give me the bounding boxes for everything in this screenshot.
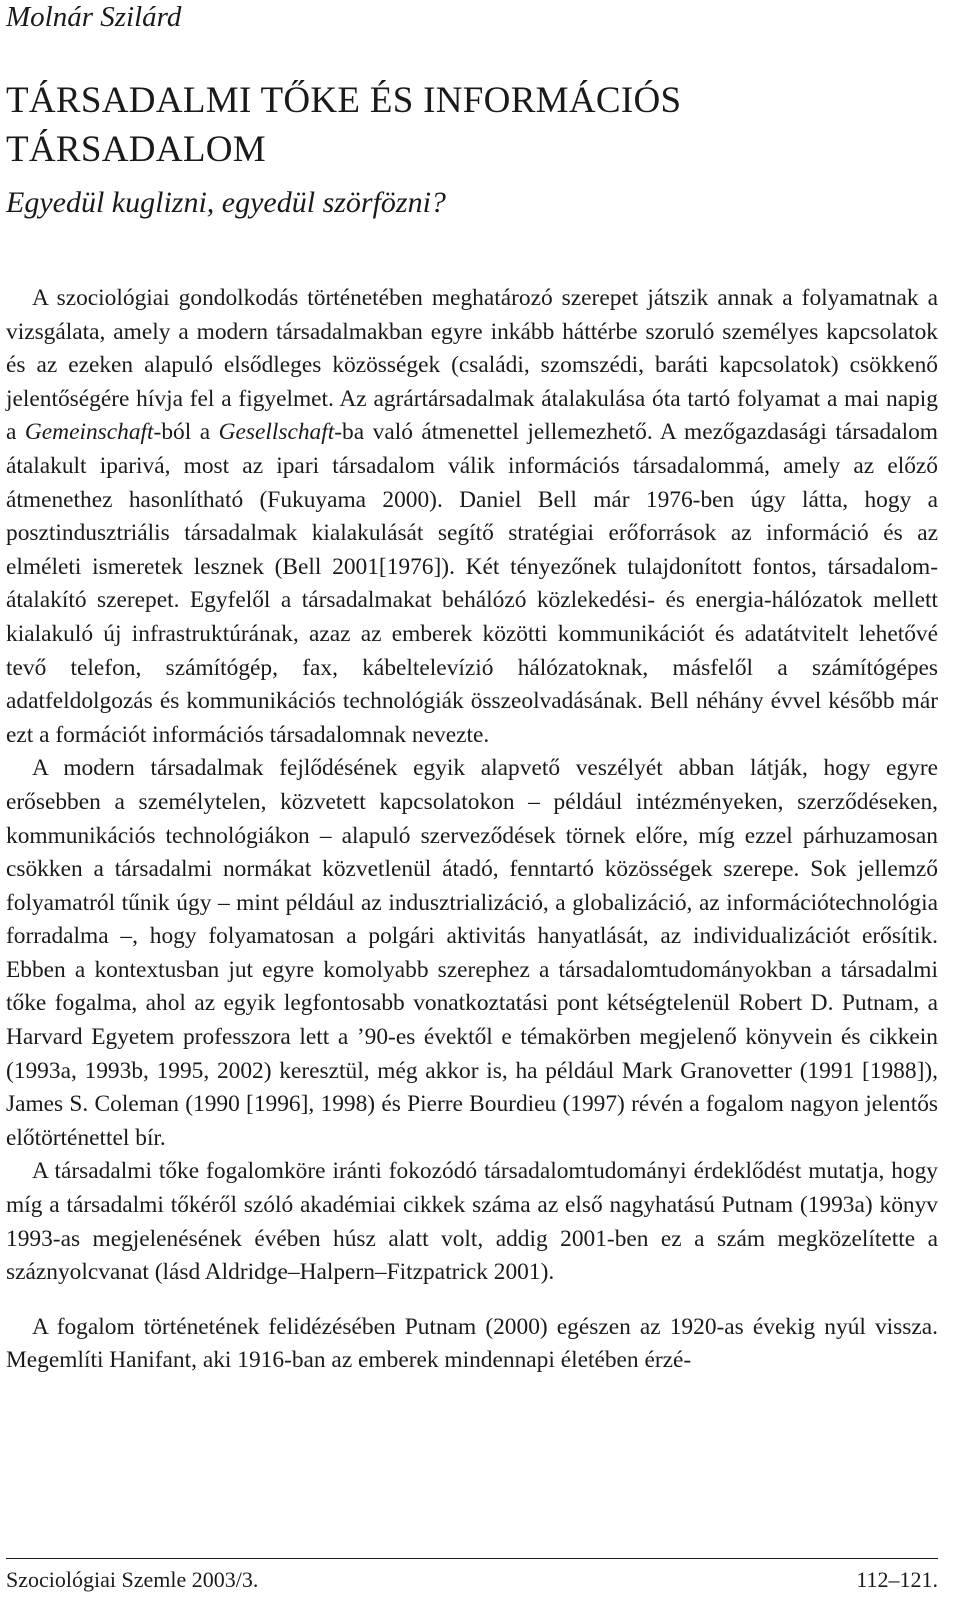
footer-divider <box>6 1558 938 1559</box>
article-title: TÁRSADALMI TŐKE ÉS INFORMÁCIÓS TÁRSADALOM <box>6 80 682 170</box>
paragraph-2: A modern társadalmak fejlődésének egyik alapvető veszélyét abban látják, hogy egyre erősebben a személytelen, közvetett kapcsolatokon – például intézményeken, szerződéseken, kommunikációs technológiákon – alapuló szerveződések törnek előre, míg ezzel párhuzamosan csökken a társadalmi normákat közvetlenül átadó, fenntartó közösségek szerepe. Sok jellemző folyamatról tűnik úgy – mint például az indusztrializáció, a globalizáció, az információtechnológia forradalma –, hogy folyamatosan a polgári aktivitás hanyatlását, az individualizációt erősítik. Ebben a kontextusban jut egyre komolyabb szerephez a társadalomtudományokban a társadalmi tőke fogalma, ahol az egyik legfontosabb vonatkoztatási pont kétségtelenül Robert D. Putnam, a Harvard Egyetem professzora lett a ’90-es évektől e témakörben megjelenő könyvein és cikkein (1993a, 1993b, 1995, 2002) keresztül, még akkor is, ha például Mark Granovetter (1991 [1988]), James S. Coleman (1990 [1996], 1998) és Pierre Bourdieu (1997) révén a fogalom nagyon jelentős előtörténettel bír. <box>6 755 938 1151</box>
paragraph-1-part-c: -ba való átmenettel jellemezhető. A mezőgazdasági társadalom átalakult iparivá, most az ipari társadalom válik információs társadalommá, amely az előző átmenethez hasonlítható (Fukuyama 2000). Daniel Bell már 1976-ben úgy látta, hogy a posztindusztriális társadalmak kialakulását segítő stratégiai erőforrások az információ és az elméleti ismeretek lesznek (Bell 2001[1976]). Két tényezőnek tulajdonított fontos, társadalom-átalakító szerepet. Egyfelől a társadalmakat behálózó közlekedési- és energia-hálózatok mellett kialakuló új infrastruktúrának, azaz az emberek közötti kommunikációt és adatátvitelt lehetővé tevő telefon, számítógép, fax, kábeltelevízió hálózatoknak, másfelől a számítógépes adatfeldolgozás és kommunikációs technológiák összeolvadásának. Bell néhány évvel később már ezt a formációt információs társadalomnak nevezte. <box>6 419 939 748</box>
journal-citation: Szociológiai Szemle 2003/3. <box>6 1567 259 1592</box>
term-gesellschaft: Gesellschaft <box>218 419 335 446</box>
paragraph-3: A társadalmi tőke fogalomköre iránti fokozódó társadalomtudományi érdeklődést mutatja, hogy míg a társadalmi tőkéről szóló akadémiai cikkek száma az első nagyhatású Putnam (1993a) könyv 1993-as megjelenésének évében húsz alatt volt, addig 2001-ben ez a szám megközelítette a száznyolcvanat (lásd Aldridge–Halpern–Fitzpatrick 2001). <box>6 1158 938 1286</box>
term-gemeinschaft: Gemeinschaft <box>24 419 154 446</box>
article-subtitle: Egyedül kuglizni, egyedül szörfözni? <box>6 186 446 219</box>
page-range: 112–121. <box>856 1567 938 1592</box>
paragraph-1 <box>6 282 938 752</box>
article-body <box>6 282 938 1378</box>
author-name: Molnár Szilárd <box>6 1 182 33</box>
paragraph-1-part-b: -ból a <box>153 419 219 446</box>
paragraph-4: A fogalom történetének felidézésében Putnam (2000) egészen az 1920-as évekig nyúl vissza. Megemlíti Hanifant, aki 1916-ban az emberek mindennapi életében érzé- <box>6 1313 938 1374</box>
paragraph-1-part-a: A szociológiai gondolkodás történetében meghatározó szerepet játszik annak a folyamatnak a vizsgálata, amely a modern társadalmakban egyre inkább háttérbe szoruló személyes kapcsolatok és az ezeken alapuló elsődleges közösségek (családi, szomszédi, baráti kapcsolatok) csökkenő jelentőségére hívja fel a figyelmet. Az agrártársadalmak átalakulása óta tartó folyamat a mai napig a <box>6 285 938 446</box>
